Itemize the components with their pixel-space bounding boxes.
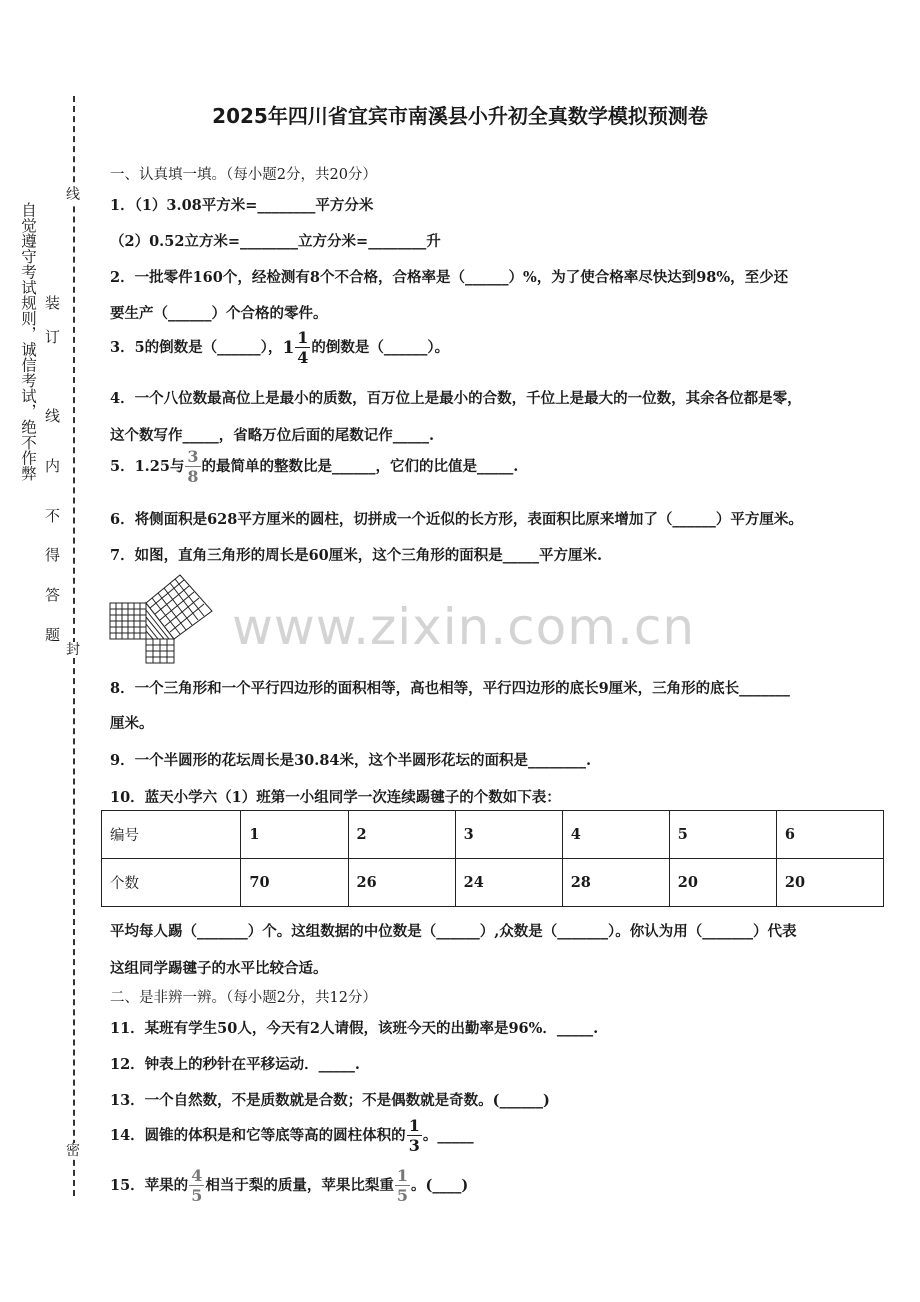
question-1-line1: 1．（1）3.08平方米=________平方分米 xyxy=(110,197,374,214)
question-4-line1: 4．一个八位数最高位上是最小的质数，百万位上是最小的合数，千位上是最大的一位数，其余各位都是零， xyxy=(110,390,802,407)
fraction-denominator: 5 xyxy=(396,1186,408,1205)
table-row xyxy=(102,859,884,907)
page-title: 2025年四川省宜宾市南溪县小升初全真数学模拟预测卷 xyxy=(212,104,708,128)
question-12: 12．钟表上的秒针在平移运动．_____. xyxy=(110,1056,360,1073)
right-triangle-squares-figure xyxy=(108,572,216,664)
table-cell: 28 xyxy=(562,859,669,907)
table-cell: 个数 xyxy=(102,859,241,907)
mixed-number-whole: 1 xyxy=(282,338,295,358)
binding-label-seal: 封 xyxy=(62,642,84,658)
fraction xyxy=(407,1118,422,1154)
binding-word: 得 xyxy=(43,547,61,562)
binding-word: 内 xyxy=(43,458,61,473)
question-10-after2: 这组同学踢毽子的水平比较合适。 xyxy=(110,960,328,977)
question-4-line2: 这个数写作_____，省略万位后面的尾数记作_____. xyxy=(110,427,435,444)
table-cell: 20 xyxy=(669,859,776,907)
binding-label-secret: 密 xyxy=(62,1143,84,1159)
fraction-numerator: 1 xyxy=(297,328,309,347)
table-cell: 20 xyxy=(776,859,883,907)
table-cell: 24 xyxy=(455,859,562,907)
question-5-text-b: 的最简单的整数比是______，它们的比值是_____. xyxy=(201,458,519,475)
binding-notice: 自觉遵守考试规则，诚信考试，绝不作弊 xyxy=(19,202,37,481)
question-15-text-b: 相当于梨的质量，苹果比梨重 xyxy=(205,1177,394,1194)
question-15-text-c: 。(____) xyxy=(410,1177,469,1194)
question-1-line2: （2）0.52立方米=________立方分米=________升 xyxy=(110,233,441,250)
question-11: 11．某班有学生50人，今天有2人请假，该班今天的出勤率是96%．_____. xyxy=(110,1020,599,1037)
question-3-text-a: 3．5的倒数是（______）， xyxy=(110,339,283,356)
fraction-denominator: 5 xyxy=(191,1186,203,1205)
table-cell: 1 xyxy=(241,811,348,859)
question-15-text-a: 15．苹果的 xyxy=(110,1177,189,1194)
table-cell: 4 xyxy=(562,811,669,859)
section-heading: 二、是非辨一辨。（每小题2分，共12分） xyxy=(110,990,377,1006)
kick-count-table xyxy=(101,810,884,907)
question-8-line2: 厘米。 xyxy=(110,715,154,732)
section-heading: 一、认真填一填。（每小题2分，共20分） xyxy=(110,167,377,183)
table-cell: 3 xyxy=(455,811,562,859)
question-5 xyxy=(110,449,518,485)
question-8-line1: 8．一个三角形和一个平行四边形的面积相等，高也相等，平行四边形的底长9厘米，三角形的底长_______ xyxy=(110,680,790,697)
fraction-numerator: 1 xyxy=(396,1166,408,1185)
table-cell: 5 xyxy=(669,811,776,859)
fraction-numerator: 4 xyxy=(191,1166,203,1185)
binding-word: 答 xyxy=(43,587,61,602)
question-14-text-a: 14．圆锥的体积是和它等底等高的圆柱体积的 xyxy=(110,1127,406,1144)
question-2-line2: 要生产（______）个合格的零件。 xyxy=(110,305,328,322)
question-5-text-a: 5．1.25与 xyxy=(110,458,185,475)
question-3-text-b: 的倒数是（______）。 xyxy=(311,339,450,356)
question-10-intro: 10．蓝天小学六（1）班第一小组同学一次连续踢毽子的个数如下表： xyxy=(110,789,561,806)
fraction-denominator: 8 xyxy=(187,467,199,486)
question-3 xyxy=(110,330,449,366)
fraction-denominator: 3 xyxy=(408,1136,420,1155)
question-14 xyxy=(110,1118,474,1154)
watermark: www.zixin.com.cn xyxy=(232,598,696,656)
question-7: 7．如图，直角三角形的周长是60厘米，这个三角形的面积是_____平方厘米. xyxy=(110,547,603,564)
question-6: 6．将侧面积是628平方厘米的圆柱，切拼成一个近似的长方形，表面积比原来增加了（______）平方厘米。 xyxy=(110,511,803,528)
binding-word: 线 xyxy=(43,408,61,423)
binding-word: 题 xyxy=(43,627,61,642)
fraction-denominator: 4 xyxy=(297,348,309,367)
question-13: 13．一个自然数，不是质数就是合数；不是偶数就是奇数。(______) xyxy=(110,1092,550,1109)
table-cell: 2 xyxy=(348,811,455,859)
binding-word: 订 xyxy=(43,329,61,344)
question-14-text-b: 。_____ xyxy=(422,1127,474,1144)
fraction-numerator: 1 xyxy=(408,1116,420,1135)
fraction xyxy=(395,1168,410,1204)
table-cell: 70 xyxy=(241,859,348,907)
fraction xyxy=(185,449,200,485)
table-row xyxy=(102,811,884,859)
fraction xyxy=(189,1168,204,1204)
question-10-after1: 平均每人踢（_______）个。这组数据的中位数是（______）,众数是（_______）。你认为用（_______）代表 xyxy=(110,923,797,940)
question-9: 9．一个半圆形的花坛周长是30.84米，这个半圆形花坛的面积是________. xyxy=(110,752,592,769)
binding-word: 不 xyxy=(43,508,61,523)
question-2-line1: 2．一批零件160个，经检测有8个不合格，合格率是（______）%，为了使合格率尽快达到98%，至少还 xyxy=(110,269,789,286)
fraction xyxy=(295,330,310,366)
question-15 xyxy=(110,1168,468,1204)
table-cell: 6 xyxy=(776,811,883,859)
binding-word: 装 xyxy=(43,295,61,310)
table-cell: 编号 xyxy=(102,811,241,859)
table-cell: 26 xyxy=(348,859,455,907)
binding-label-line: 线 xyxy=(62,187,84,203)
fraction-numerator: 3 xyxy=(187,447,199,466)
